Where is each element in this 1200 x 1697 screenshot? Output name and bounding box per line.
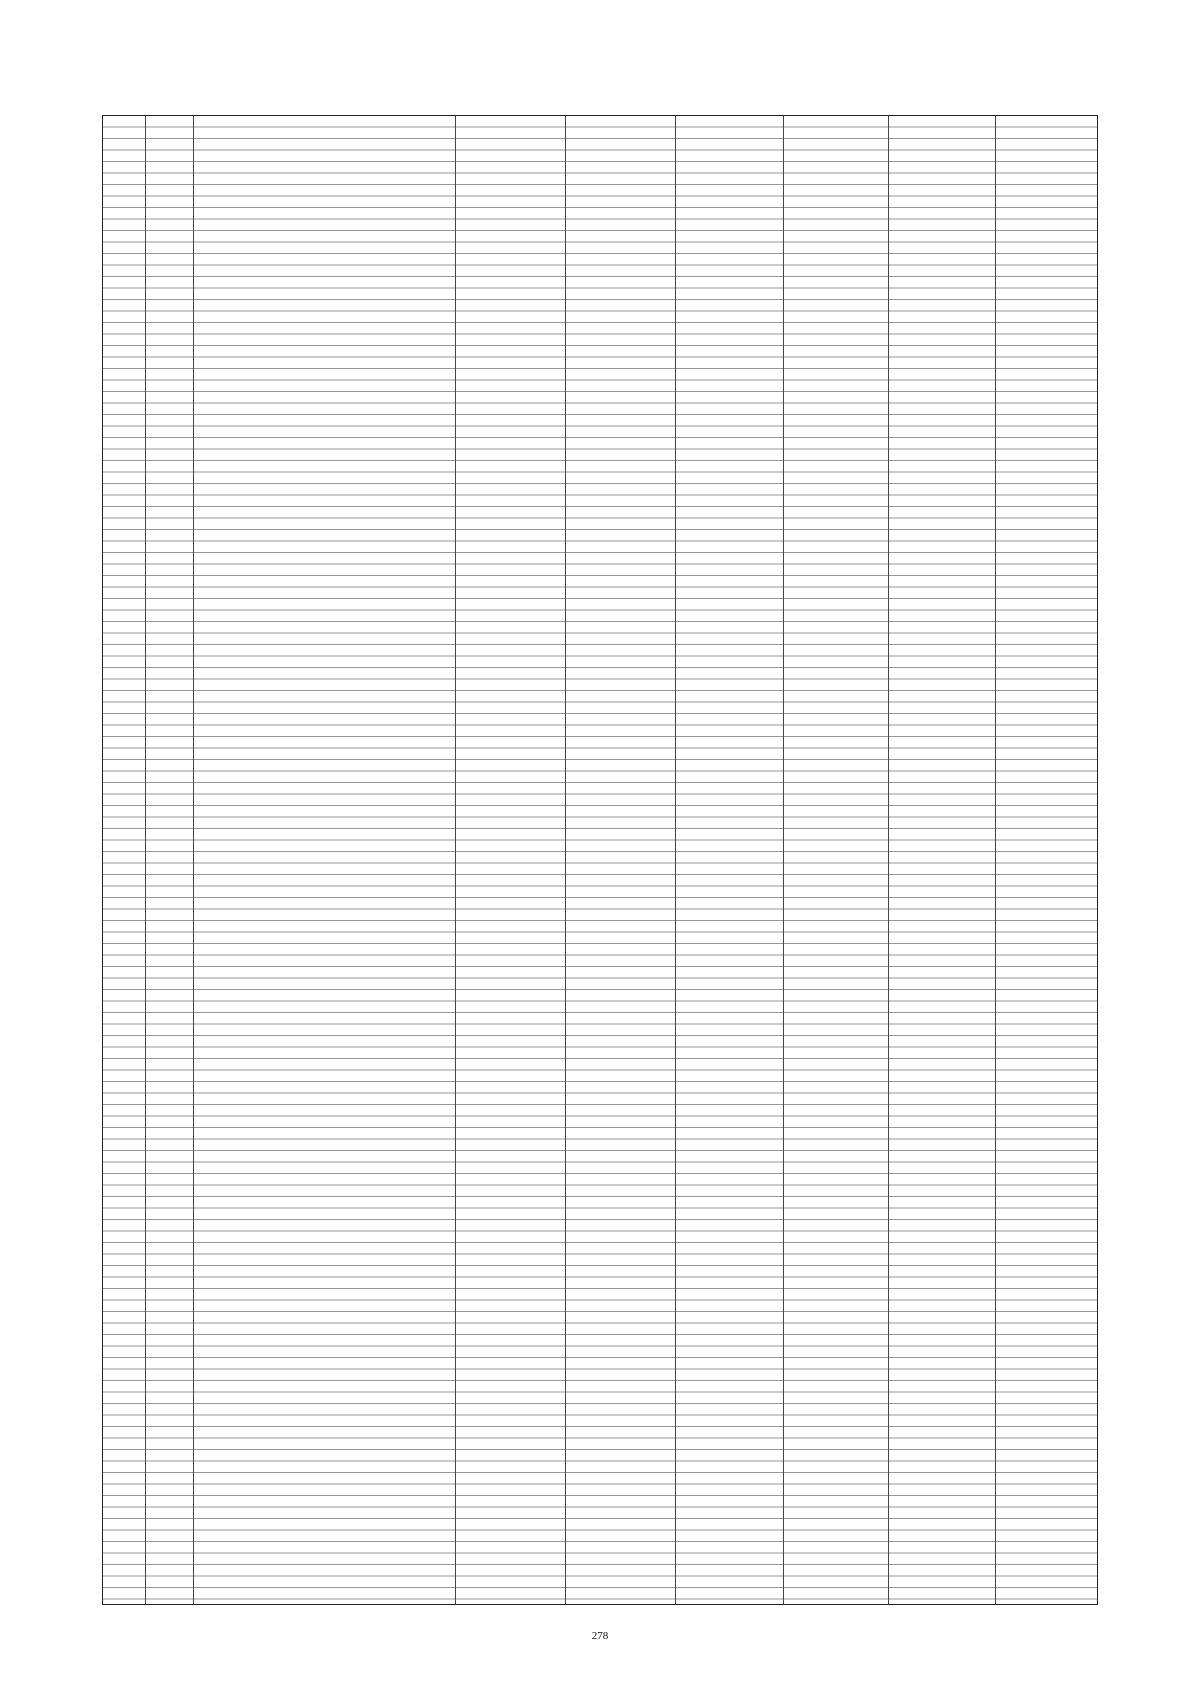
column-divider xyxy=(193,116,194,1604)
column-divider xyxy=(565,116,566,1604)
page-number: 278 xyxy=(591,1630,609,1642)
column-divider xyxy=(888,116,889,1604)
table-row-lines xyxy=(103,116,1097,1604)
column-divider xyxy=(455,116,456,1604)
column-divider xyxy=(995,116,996,1604)
column-divider xyxy=(145,116,146,1604)
column-divider xyxy=(675,116,676,1604)
illegible-data-table xyxy=(102,115,1098,1605)
column-divider xyxy=(783,116,784,1604)
